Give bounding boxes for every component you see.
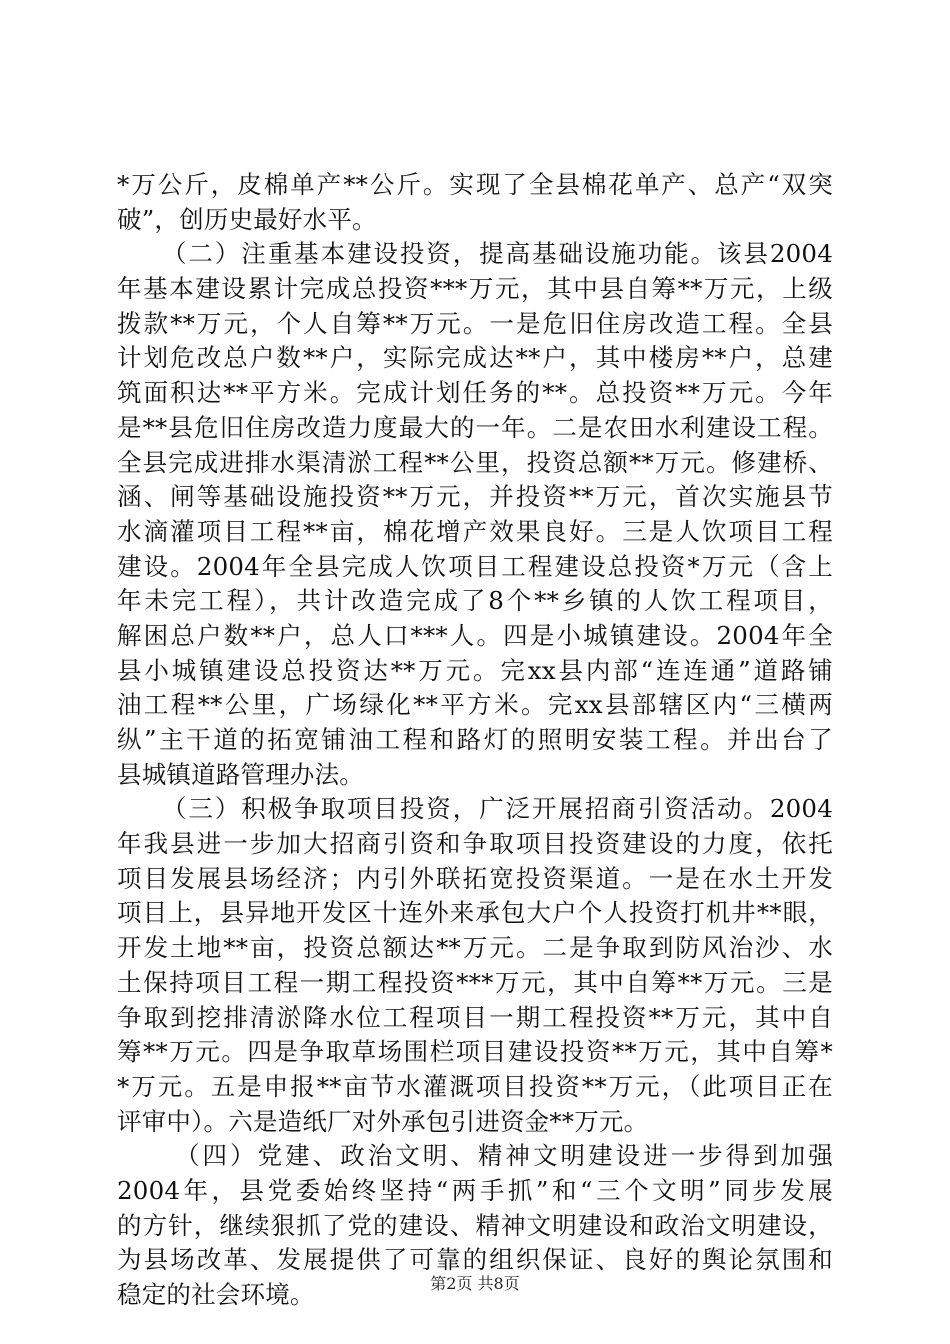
- text-line: 筹**万元。四是争取草场围栏项目建设投资**万元，其中自筹*: [117, 1037, 833, 1067]
- text-line: 评审中）。六是造纸厂对外承包引进资金**万元。: [117, 1106, 649, 1136]
- text-line: 计划危改总户数**户，实际完成达**户，其中楼房**户，总建: [117, 343, 833, 373]
- text-line: 油工程**公里，广场绿化**平方米。完xx县部辖区内“三横两: [117, 690, 833, 720]
- text-line: 为县场改革、发展提供了可靠的组织保证、良好的舆论氛围和: [117, 1245, 833, 1275]
- text-line: 项目发展县场经济；内引外联拓宽投资渠道。一是在水土开发: [117, 863, 833, 893]
- text-line: 年我县进一步加大招商引资和争取项目投资建设的力度，依托: [117, 829, 833, 859]
- text-line: 破”，创历史最好水平。: [117, 204, 377, 234]
- text-line: 2004年，县党委始终坚持“两手抓”和“三个文明”同步发展: [117, 1175, 833, 1205]
- text-line: 年未完工程），共计改造完成了8个**乡镇的人饮工程项目，: [117, 586, 833, 616]
- text-line: 年基本建设累计完成总投资***万元，其中县自筹**万元，上级: [117, 274, 833, 304]
- text-line: 解困总户数**户，总人口***人。四是小城镇建设。2004年全: [117, 620, 833, 650]
- text-line: *万公斤，皮棉单产**公斤。实现了全县棉花单产、总产“双突: [117, 170, 833, 199]
- text-line: 开发土地**亩，投资总额达**万元。二是争取到防风治沙、水: [117, 933, 833, 963]
- text-line: 项目上，县异地开发区十连外来承包大户个人投资打机井**眼，: [117, 898, 833, 928]
- text-line: 水滴灌项目工程**亩，棉花增产效果良好。三是人饮项目工程: [117, 516, 833, 546]
- text-line: 土保持项目工程一期工程投资***万元，其中自筹**万元。三是: [117, 967, 833, 997]
- text-line: （三）积极争取项目投资，广泛开展招商引资活动。2004: [162, 794, 833, 824]
- text-line: 争取到挖排清淤降水位工程项目一期工程投资**万元，其中自: [117, 1002, 833, 1032]
- text-line: 稳定的社会环境。: [117, 1280, 315, 1309]
- text-line: 涵、闸等基础设施投资**万元，并投资**万元，首次实施县节: [117, 482, 833, 512]
- text-line: （四）党建、政治文明、精神文明建设进一步得到加强: [175, 1141, 833, 1171]
- text-line: 纵”主干道的拓宽铺油工程和路灯的照明安装工程。并出台了: [117, 725, 833, 754]
- text-lines: [117, 168, 833, 1313]
- text-line: 全县完成进排水渠清淤工程**公里，投资总额**万元。修建桥、: [117, 447, 833, 477]
- text-line: 县小城镇建设总投资达**万元。完xx县内部“连连通”道路铺: [117, 655, 833, 685]
- page-footer: 第2页 共8页: [430, 1274, 520, 1293]
- text-line: *万元。五是申报**亩节水灌溉项目投资**万元，（此项目正在: [117, 1071, 833, 1101]
- text-line: 的方针，继续狠抓了党的建设、精神文明建设和政治文明建设，: [117, 1210, 833, 1240]
- text-line: 建设。2004年全县完成人饮项目工程建设总投资*万元（含上: [117, 551, 833, 581]
- text-line: 县城镇道路管理办法。: [117, 759, 364, 789]
- text-line: （二）注重基本建设投资，提高基础设施功能。该县2004: [162, 239, 833, 269]
- text-line: 拨款**万元，个人自筹**万元。一是危旧住房改造工程。全县: [117, 308, 833, 338]
- text-line: 筑面积达**平方米。完成计划任务的**。总投资**万元。今年: [117, 378, 833, 408]
- text-line: 是**县危旧住房改造力度最大的一年。二是农田水利建设工程。: [117, 412, 833, 442]
- document-body: [117, 168, 833, 1313]
